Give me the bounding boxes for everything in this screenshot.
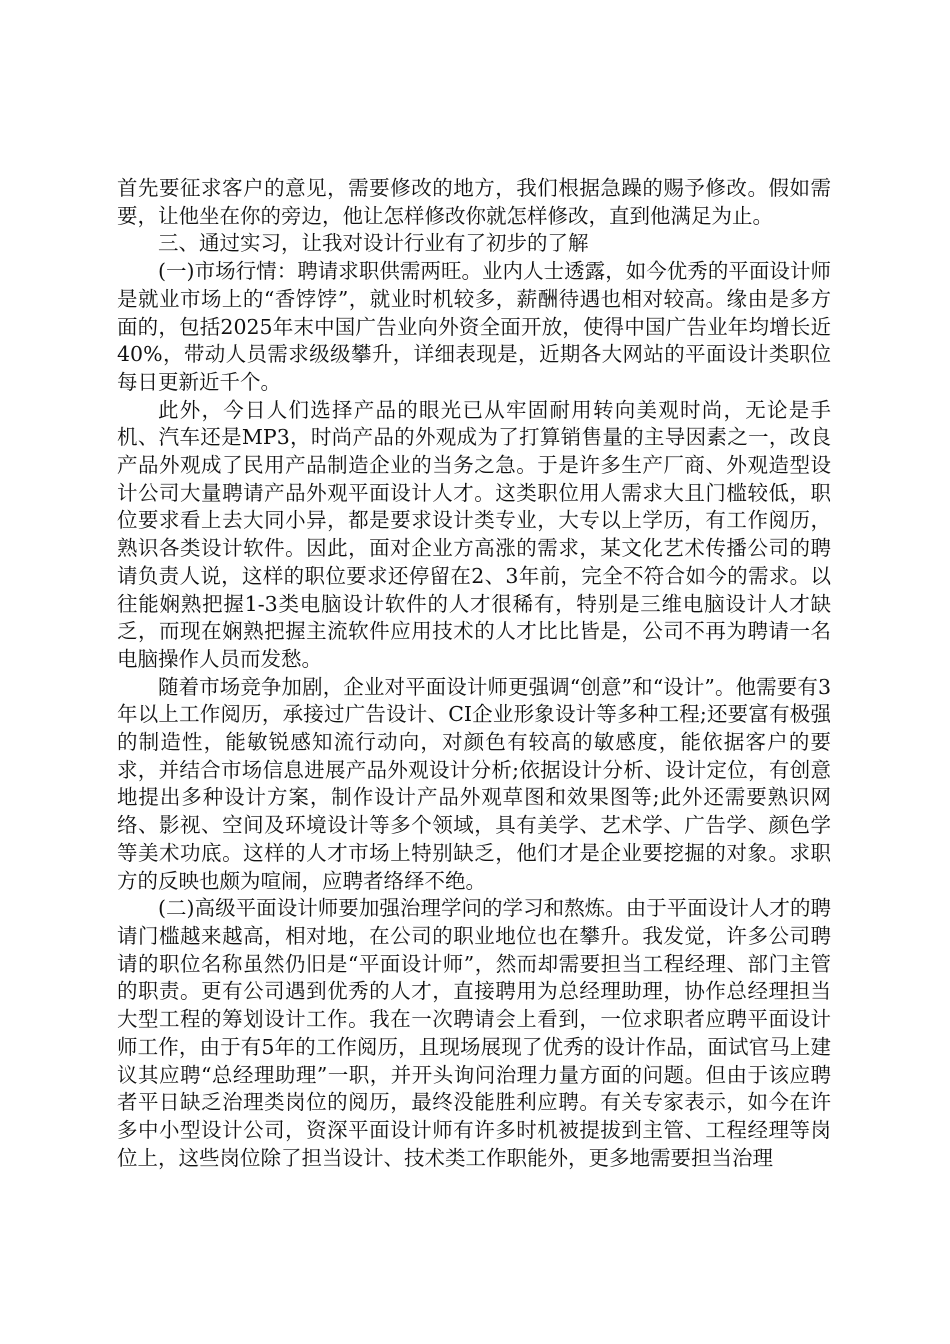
paragraph-competition: 随着市场竞争加剧，企业对平面设计师更强调“创意”和“设计”。他需要有3年以上工作阅历，承接过广告设计、CI企业形象设计等多种工程;还要富有极强的制造性，能敏锐感知流行动向，对颜色有较高的敏感度，能依据客户的要求，并结合市场信息进展产品外观设计分析;依据设计分析、设计定位，有创意地提出多种设计方案，制作设计产品外观草图和效果图等;此外还需要熟识网络、影视、空间及环境设计等多个领域，具有美学、艺术学、广告学、颜色学等美术功底。这样的人才市场上特别缺乏，他们才是企业要挖掘的对象。求职方的反映也颇为喧闹，应聘者络绎不绝。 (117, 674, 831, 893)
paragraph-continuation: 首先要征求客户的意见，需要修改的地方，我们根据急躁的赐予修改。假如需要，让他坐在你的旁边，他让怎样修改你就怎样修改，直到他满足为止。 (117, 176, 831, 228)
paragraph-product-appearance: 此外，今日人们选择产品的眼光已从牢固耐用转向美观时尚，无论是手机、汽车还是MP3，时尚产品的外观成为了打算销售量的主导因素之一，改良产品外观成了民用产品制造企业的当务之急。于是许多生产厂商、外观造型设计公司大量聘请产品外观平面设计人才。这类职位用人需求大且门槛较低，职位要求看上去大同小异，都是要求设计类专业，大专以上学历，有工作阅历，熟识各类设计软件。因此，面对企业方高涨的需求，某文化艺术传播公司的聘请负责人说，这样的职位要求还停留在2、3年前，完全不符合如今的需求。以往能娴熟把握1-3类电脑设计软件的人才很稀有，特别是三维电脑设计人才缺乏，而现在娴熟把握主流软件应用技术的人才比比皆是，公司不再为聘请一名电脑操作人员而发愁。 (117, 397, 831, 671)
paragraph-senior-designer: (二)高级平面设计师要加强治理学问的学习和熬炼。由于平面设计人才的聘请门槛越来越高，相对地，在公司的职业地位也在攀升。我发觉，许多公司聘请的职位名称虽然仍旧是“平面设计师”，然而却需要担当工程经理、部门主管的职责。更有公司遇到优秀的人才，直接聘用为总经理助理，协作总经理担当大型工程的筹划设计工作。我在一次聘请会上看到，一位求职者应聘平面设计师工作，由于有5年的工作阅历，且现场展现了优秀的设计作品，面试官马上建议其应聘“总经理助理”一职，并开头询问治理力量方面的问题。但由于该应聘者平日缺乏治理类岗位的阅历，最终没能胜利应聘。有关专家表示，如今在许多中小型设计公司，资深平面设计师有许多时机被提拔到主管、工程经理等岗位上，这些岗位除了担当设计、技术类工作职能外，更多地需要担当治理 (117, 896, 831, 1170)
section-heading: 三、通过实习，让我对设计行业有了初步的了解 (158, 231, 589, 256)
body-text (117, 175, 831, 1172)
paragraph-market-situation: (一)市场行情：聘请求职供需两旺。业内人士透露，如今优秀的平面设计师是就业市场上的“香饽饽”，就业时机较多，薪酬待遇也相对较高。缘由是多方面的，包括2025年末中国广告业向外资全面开放，使得中国广告业年均增长近40%，带动人员需求级级攀升，详细表现是，近期各大网站的平面设计类职位每日更新近千个。 (117, 259, 831, 394)
